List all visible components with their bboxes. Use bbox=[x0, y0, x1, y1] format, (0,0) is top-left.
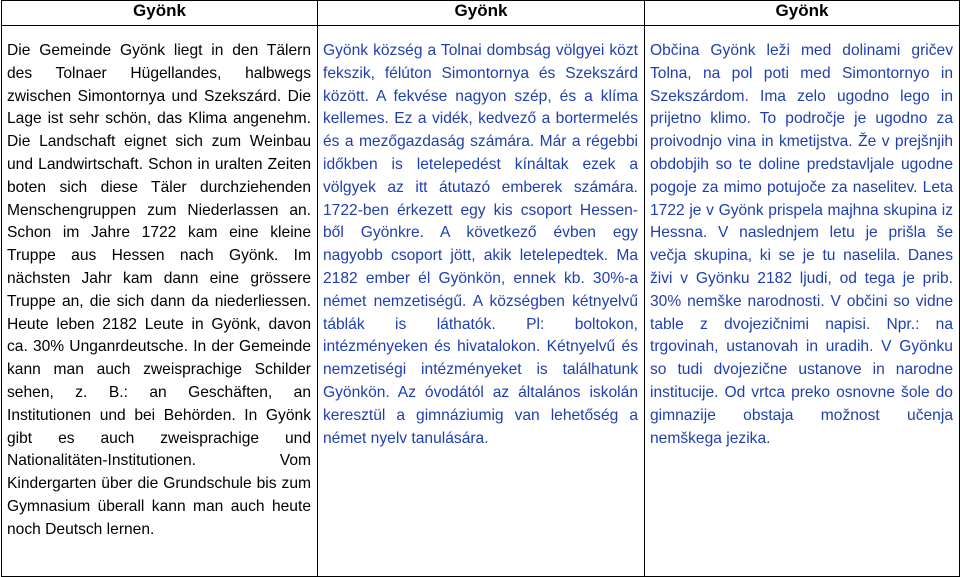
slovenian-column bbox=[645, 26, 960, 577]
header-row bbox=[2, 1, 960, 26]
body-row bbox=[2, 26, 960, 577]
slovenian-column-title: Gyönk bbox=[645, 1, 960, 26]
slovenian-text: Občina Gyönk leži med dolinami gričev Tolna, na pol poti med Simontornyo in Szekszárdom. Ima zelo ugodno lego in prijetno klimo. To področje je ugodno za proivodnjo vina in kmetijstva. Že v prejšnjih obdobjih so te doline predstavljale ugodne pogoje za mimo potujoče za naselitev. Leta 1722 je v Gyönk prispela majhna skupina iz Hessna. V naslednjem letu je prišla še večja skupina, ki se je tu naselila. Danes živi v Gyönku 2182 ljudi, od tega je prib. 30% nemške narodnosti. V občini so vidne table z dvojezičnimi napisi. Npr.: na trgovinah, ustanovah in uradih. V Gyönku so tudi dvojezične ustanove in narodne institucije. Od vrtca preko osnovne šole do gimnazije obstaja možnost učenja nemškega jezika. bbox=[650, 42, 953, 447]
hungarian-column bbox=[318, 26, 645, 577]
hungarian-text: Gyönk község a Tolnai dombság völgyei közt fekszik, félúton Simontornya és Szekszárd között. A fekvése nagyon szép, és a klíma kellemes. Ez a vidék, kedvező a bortermelés és a mezőgazdaság számára. Már a régebbi időkben is letelepedést kínáltak ezek a völgyek az itt átutazó emberek számára. 1722-ben érkezett egy kis csoport Hessen-ből Gyönkre. A következő évben egy nagyobb csoport jött, akik letelepedtek. Ma 2182 ember él Gyönkön, ennek kb. 30%-a német nemzetiségű. A községben kétnyelvű táblák is láthatók. Pl: boltokon, intézményeken és hivatalokon. Kétnyelvű és nemzetiségi intézményeket is találhatunk Gyönkön. Az óvodától az általános iskolán keresztül a gimnáziumig van lehetőség a német nyelv tanulására. bbox=[323, 42, 638, 447]
hungarian-column-title: Gyönk bbox=[318, 1, 645, 26]
german-column-title: Gyönk bbox=[2, 1, 318, 26]
german-text: Die Gemeinde Gyönk liegt in den Tälern des Tolnaer Hügellandes, halbwegs zwischen Simontornya und Szekszárd. Die Lage ist sehr schön, das Klima angenehm. Die Landschaft eignet sich zum Weinbau und Landwirtschaft. Schon in uralten Zeiten boten sich diese Täler durchziehenden Menschengruppen zum Niederlassen an. Schon im Jahre 1722 kam eine kleine Truppe aus Hessen nach Gyönk. Im nächsten Jahr kam dann eine grössere Truppe an, die sich dann da niederliessen. Heute leben 2182 Leute in Gyönk, davon ca. 30% Unganrdeutsche. In der Gemeinde kann man auch zweisprachige Schilder sehen, z. B.: an Geschäften, an Institutionen und bei Behörden. In Gyönk gibt es auch zweisprachige und Nationalitäten-Institutionen. Vom Kindergarten über die Grundschule bis zum Gymnasium überall kann man auch heute noch Deutsch lernen. bbox=[7, 42, 311, 538]
trilingual-text-table bbox=[1, 0, 960, 577]
german-column bbox=[2, 26, 318, 577]
